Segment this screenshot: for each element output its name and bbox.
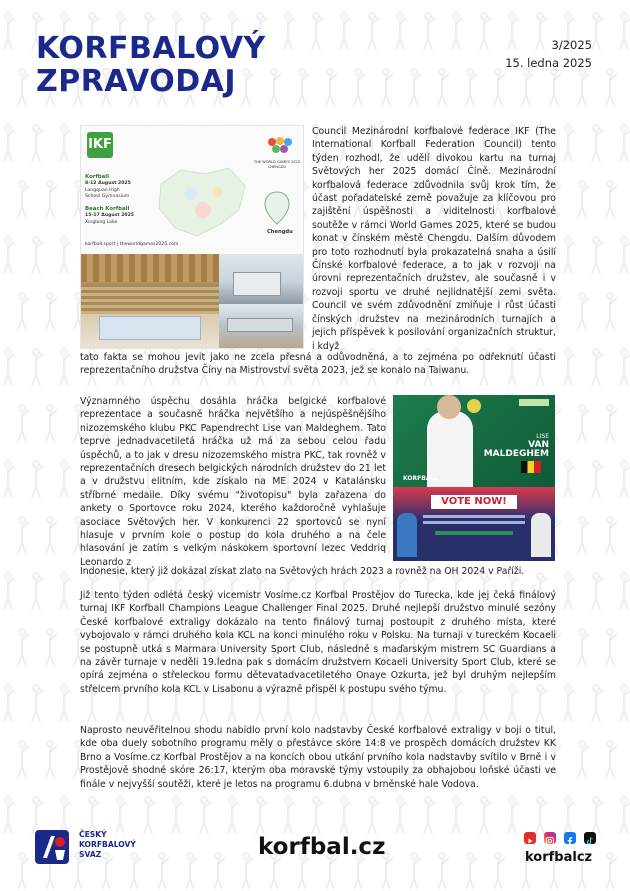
korfball-brand: KORFBALL: [403, 475, 439, 482]
player-name: [484, 441, 549, 459]
issue-date: 15. ledna 2025: [505, 56, 592, 70]
org-line-3: SVAZ: [79, 850, 102, 859]
website-link[interactable]: korfbal.cz: [258, 834, 386, 860]
federation-name: [79, 830, 136, 860]
newsletter-title: [36, 32, 266, 98]
world-games-logo: [266, 136, 296, 158]
article-2-text: Významného úspěchu dosáhla hráčka belgické korfbalové reprezentace a současně hráčka největšího a nejúspěšnějšího nizozemského klubu PKC Papendrecht Lise van Maldeghem. Tato teprve jednadvacetiletá hráčka už má za sebou celou řadu úspěchů, a to jak v dresu nizozemského mistra PKC, tak rovněž v reprezentačních dresech belgických národních družstev do 21 let a v družstvu elitním, kde získalo na ME 2024 v Katalánsku stříbrné medaile. Díky svému "životopisu" byla zařazena do ankety o Sportovce roku 2024, kterého každoročně vyhlašuje asociace Světových her. V konkurenci 22 sportovců se nyní hlasuje v prvním kole o postup do kola druhého a na čele hlasování je zatím s velkým náskokem sportovní lezec Veddriq Leonardo z: [80, 396, 386, 568]
article-2-text-end: Indonesie, který již dokázal získat zlato na Světových hrách 2023 a rovněž na OH 2024 v Paříži.: [80, 566, 525, 577]
player-card: [393, 395, 555, 487]
article-3-text: Již tento týden odlétá český vicemistr Vosíme.cz Korfbal Prostějov do Turecka, kde jej čeká finálový turnaj IKF Korfball Champions League Challenger Final 2025. Druhé nejlepší družstvo minulé sezóny České korfbalové extraligy dokázalo na tento finálový turnaj postoupit z druhého místa, které vybojovalo v rámci druhého kola KCL na konci minulého roku v Polsku. Na turnaji v tureckém Kocaeli se postupně utká s Marmara University Sport Club, následně s maďarským mistrem SC Guardians a na závěr turnaje v neděli 19.ledna pak s domácím družstvem Kocaeli University Sport Club, které se opírá zejména o střeleckou formu dětevatadvacetiletého Onaye Ozkurta, jež byl druhým nejlepším střelcem prvního kola KCL v Lisabonu a výrazně přispěl k postupu svého týmu.: [80, 590, 556, 695]
article-1-text-end: tato fakta se mohou jevit jako ne zcela přesná a odůvodněná, a to zejména po odřeknutí účasti reprezentačního družstva Číny na Mistrovství světa 2023, jež se konalo na Taiwanu.: [80, 352, 556, 377]
gymnasium-photo: [81, 254, 219, 348]
vote-banner: [393, 487, 555, 561]
youtube-icon[interactable]: [524, 832, 536, 844]
pin-icon: [259, 188, 295, 228]
tiktok-icon[interactable]: [584, 832, 596, 844]
belgium-flag-icon: [521, 461, 541, 473]
title-line-1: KORFBALOVÝ: [36, 31, 266, 66]
event2-dates: 15-17 August 2025: [85, 213, 134, 218]
facebook-icon[interactable]: [564, 832, 576, 844]
china-map-graphic: [151, 164, 251, 242]
player-name-van: VAN: [528, 440, 549, 450]
article-1-text: Council Mezinárodní korfbalové federace IKF (The International Korfball Federation Council) tento týden rozhodl, že udělí divokou kartu na turnaj Světových her 2025 domácí Číně. Mezinárodní korfbalová federace zdůvodnila svůj krok tím, že účast pořadatelské země považuje za klíčovou pro zajištění úspěšnosti a viditelnosti korfbalové soutěže v rámci World Games 2025, které se budou konat v čínském městě Chengdu. Dalším důvodem pro toto rozhodnutí byla prokazatelná snaha a úsilí Čínské korfbalové federace, a to jak v rozvoji na úrovni reprezentačních družstev, ale současně i v rozvoji sportu ve druhé nejlidnatější zemi světa. Council ve svém zdůvodnění zmiňuje i růst účasti čínských družstev na mezinárodních turnajích a jejich příspěvek k posilování organizačních struktur, i když: [312, 126, 556, 352]
building-photo-2: [219, 304, 303, 348]
title-line-2: ZPRAVODAJ: [36, 64, 236, 99]
event2-title: Beach Korfball: [85, 206, 130, 212]
org-line-1: ČESKÝ: [79, 830, 107, 839]
korfball-logo: IKF: [87, 132, 113, 158]
building-photo-1: [219, 254, 303, 304]
event1-title: Korfball: [85, 174, 109, 180]
federation-emblem-icon: [33, 828, 73, 868]
event1-venue-2: School Gymnasium: [85, 194, 130, 199]
player-first-name: LISE: [536, 433, 549, 440]
event1-venue-1: Longquan High: [85, 188, 120, 193]
world-games-poster: [81, 126, 303, 254]
org-line-2: KORFBALOVÝ: [79, 840, 136, 849]
event-links: korfball.sport | theworldgames2025.com: [85, 242, 179, 247]
world-games-caption: THE WORLD GAMES 2025 CHENGDU: [253, 160, 301, 169]
instagram-icon[interactable]: [544, 832, 556, 844]
vote-now-label: VOTE NOW!: [431, 495, 517, 509]
event1-dates: 8-12 August 2025: [85, 181, 131, 186]
player-vote-image: [393, 395, 555, 561]
city-label: Chengdu: [267, 229, 293, 235]
player-name-maldeghem: MALDEGHEM: [483, 449, 549, 459]
article-4-text: Naprosto neuvěřitelnou shodu nabídlo první kolo nadstavby České korfbalové extraligy v boji o titul, kde oba duely sobotního programu měly o přestávce skóre 14:8 ve prospěch domácích družstev KK Brno a Vosíme.cz Korfbal Prostějov a na koncích obou utkání prvního kola nadstavby svítilo v Brně i v Prostějově shodné skóre 26:17, kterým oba moravské týmy vstoupily za obhajobou loňské účasti ve finále v nejvyšší soutěži, které je letos na programu 6.dubna v brněnské hale Vodova.: [80, 725, 556, 790]
world-games-korfball-image: [80, 125, 304, 349]
issue-number: 3/2025: [551, 38, 592, 52]
issue-info: [505, 36, 592, 72]
event2-venue: Xinglong Lake: [85, 220, 118, 225]
social-handle[interactable]: korfbalcz: [525, 850, 593, 865]
